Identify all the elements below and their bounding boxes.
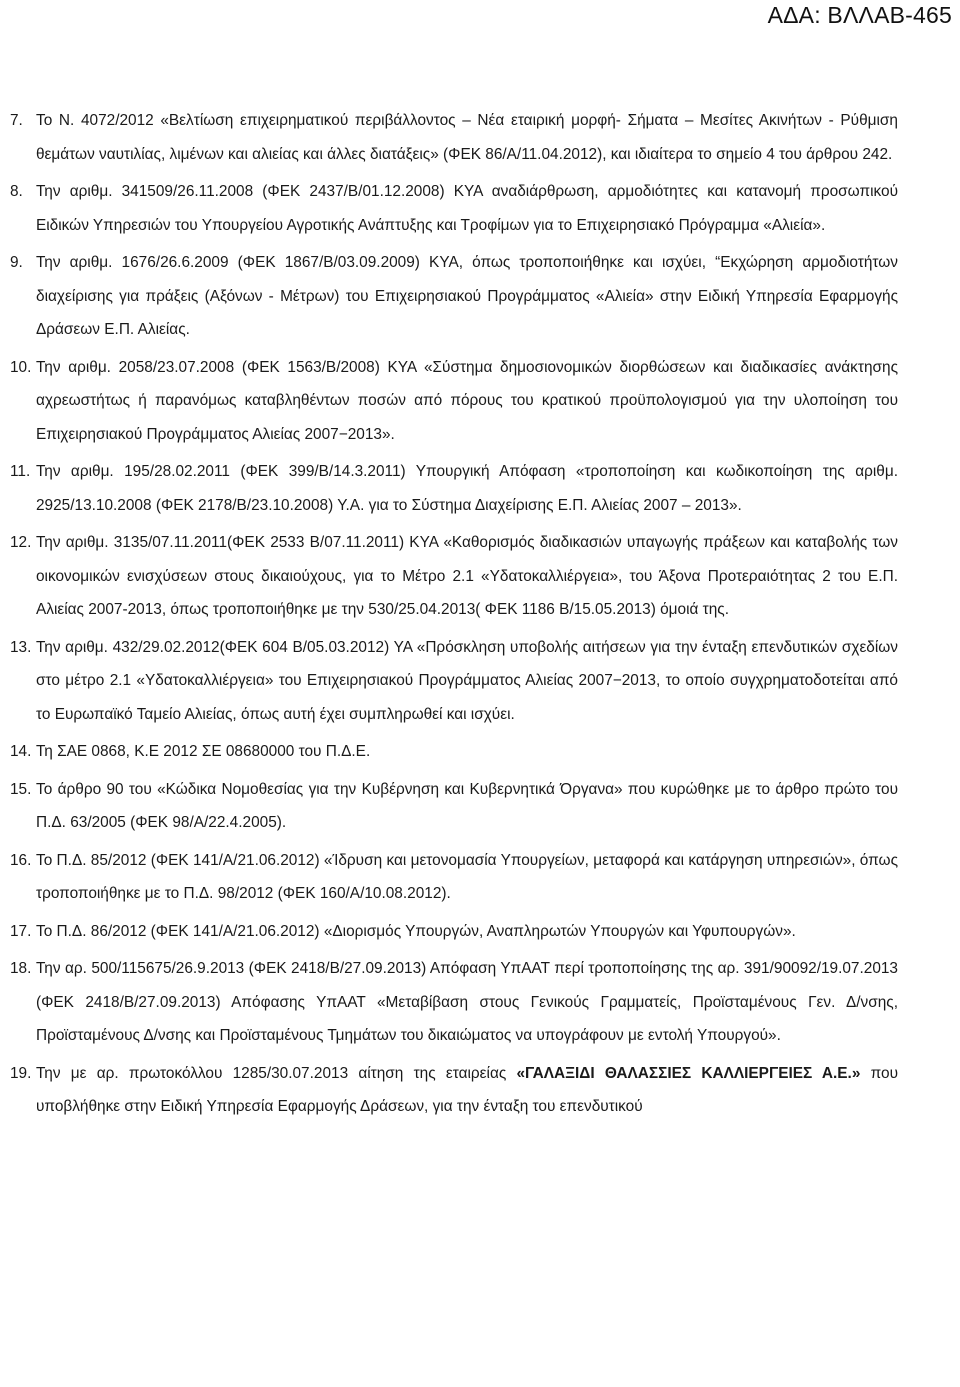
list-item-16	[10, 844, 898, 911]
list-item-9	[10, 246, 898, 347]
item-number: 14.	[10, 743, 32, 760]
item-number: 7.	[10, 112, 23, 129]
list-item-19	[10, 1057, 898, 1124]
item-number: 10.	[10, 358, 32, 376]
item-text-end: που υποβλήθηκε στην Ειδική Υπηρεσία Εφαρμογής Δράσεων, για την ένταξη του επενδυτικού	[36, 1064, 898, 1115]
item-text: Την αριθμ. 1676/26.6.2009 (ΦΕΚ 1867/Β/03.09.2009) ΚΥΑ, όπως τροποποιήθηκε και ισχύει, “Εκχώρηση αρμοδιοτήτων διαχείρισης για πράξεις (Αξόνων - Μέτρων) του Επιχειρησιακού Προγράμματος «Αλιεία» στην Ειδική Υπηρεσία Εφαρμογής Δράσεων Ε.Π. Αλιείας.	[36, 254, 898, 338]
item-text-start: Την με αρ. πρωτοκόλλου 1285/30.07.2013 αίτηση της εταιρείας	[36, 1064, 517, 1082]
item-text: Την αρ. 500/115675/26.9.2013 (ΦΕΚ 2418/Β/27.09.2013) Απόφαση ΥπΑΑΤ περί τροποποίησης της αρ. 391/90092/19.07.2013 (ΦΕΚ 2418/Β/27.09.2013) Απόφασης ΥπΑΑΤ «Μεταβίβαση στους Γενικούς Γραμματείς, Προϊσταμένους Γεν. Δ/νσης, Προϊσταμένους Δ/νσης και Προϊσταμένους Τμημάτων του δικαιώματος να υπογράφουν με εντολή Υπουργού».	[36, 960, 898, 1044]
item-text: Τη ΣΑΕ 0868, Κ.Ε 2012 ΣΕ 08680000 του Π.Δ.Ε.	[36, 743, 371, 760]
ada-code: ΑΔΑ: ΒΛΛΑΒ-465	[767, 2, 952, 28]
item-number: 17.	[10, 922, 32, 940]
company-name: «ΓΑΛΑΞΙΔΙ ΘΑΛΑΣΣΙΕΣ ΚΑΛΛΙΕΡΓΕΙΕΣ Α.Ε.»	[516, 1064, 861, 1082]
item-text	[36, 1057, 898, 1124]
item-number: 11.	[10, 463, 31, 480]
item-text: Το Π.Δ. 85/2012 (ΦΕΚ 141/Α/21.06.2012) «Ίδρυση και μετονομασία Υπουργείων, μεταφορά και κατάργηση υπηρεσιών», όπως τροποποιήθηκε με το Π.Δ. 98/2012 (ΦΕΚ 160/Α/10.08.2012).	[36, 851, 898, 902]
list-item-7	[10, 104, 898, 171]
list-item-12	[10, 526, 898, 627]
list-item-15	[10, 773, 898, 840]
list-item-13	[10, 631, 898, 732]
document-body	[10, 104, 898, 1128]
item-text: Την αριθμ. 341509/26.11.2008 (ΦΕΚ 2437/Β/01.12.2008) ΚΥΑ αναδιάρθρωση, αρμοδιότητες και κατανομή προσωπικού Ειδικών Υπηρεσιών του Υπουργείου Αγροτικής Ανάπτυξης και Τροφίμων για το Επιχειρησιακό Πρόγραμμα «Αλιεία».	[36, 183, 898, 234]
item-text: Το άρθρο 90 του «Κώδικα Νομοθεσίας για την Κυβέρνηση και Κυβερνητικά Όργανα» που κυρώθηκε με το άρθρο πρώτο του Π.Δ. 63/2005 (ΦΕΚ 98/Α/22.4.2005).	[36, 780, 898, 831]
list-item-10	[10, 351, 898, 452]
item-text: Το Π.Δ. 86/2012 (ΦΕΚ 141/Α/21.06.2012) «Διορισμός Υπουργών, Αναπληρωτών Υπουργών και Υφυπουργών».	[36, 922, 796, 940]
item-number: 8.	[10, 183, 23, 200]
item-number: 19.	[10, 1064, 32, 1082]
item-text: Την αριθμ. 195/28.02.2011 (ΦΕΚ 399/Β/14.3.2011) Υπουργική Απόφαση «τροποποίηση και κωδικοποίηση της αριθμ. 2925/13.10.2008 (ΦΕΚ 2178/Β/23.10.2008) Υ.Α. για το Σύστημα Διαχείρισης Ε.Π. Αλιείας 2007 – 2013».	[36, 463, 898, 514]
item-number: 12.	[10, 534, 32, 551]
item-text: Την αριθμ. 3135/07.11.2011(ΦΕΚ 2533 Β/07.11.2011) ΚΥΑ «Καθορισμός διαδικασιών υπαγωγής πράξεων και καταβολής των οικονομικών ενισχύσεων στους δικαιούχους, για το Μέτρο 2.1 «Υδατοκαλλιέργεια», του Άξονα Προτεραιότητας 2 του Ε.Π. Αλιείας 2007-2013, όπως τροποποιήθηκε με την 530/25.04.2013( ΦΕΚ 1186 Β/15.05.2013) όμοιά της.	[36, 534, 898, 618]
item-text: Το Ν. 4072/2012 «Βελτίωση επιχειρηματικού περιβάλλοντος – Νέα εταιρική μορφή- Σήματα – Μεσίτες Ακινήτων - Ρύθμιση θεμάτων ναυτιλίας, λιμένων και αλιείας και άλλες διατάξεις» (ΦΕΚ 86/Α/11.04.2012), και ιδιαίτερα το σημείο 4 του άρθρου 242.	[36, 112, 898, 163]
item-number: 13.	[10, 638, 32, 656]
list-item-11	[10, 455, 898, 522]
item-number: 9.	[10, 254, 23, 271]
list-item-8	[10, 175, 898, 242]
list-item-14	[10, 735, 898, 769]
item-text: Την αριθμ. 432/29.02.2012(ΦΕΚ 604 Β/05.03.2012) ΥΑ «Πρόσκληση υποβολής αιτήσεων για την ένταξη επενδυτικών σχεδίων στο μέτρο 2.1 «Υδατοκαλλιέργεια» του Επιχειρησιακού Προγράμματος Αλιείας 2007−2013, το οποίο συγχρηματοδοτείται από το Ευρωπαϊκό Ταμείο Αλιείας, όπως αυτή έχει συμπληρωθεί και ισχύει.	[36, 638, 898, 723]
item-text: Την αριθμ. 2058/23.07.2008 (ΦΕΚ 1563/Β/2008) ΚΥΑ «Σύστημα δημοσιονομικών διορθώσεων και διαδικασίες ανάκτησης αχρεωστήτως ή παρανόμως καταβληθέντων ποσών από πόρους του κρατικού προϋπολογισμού για την υλοποίηση του Επιχειρησιακού Προγράμματος Αλιείας 2007−2013».	[36, 358, 898, 443]
item-number: 18.	[10, 960, 32, 977]
list-item-17	[10, 915, 898, 949]
list-item-18	[10, 952, 898, 1053]
item-number: 16.	[10, 851, 32, 869]
item-number: 15.	[10, 780, 32, 798]
